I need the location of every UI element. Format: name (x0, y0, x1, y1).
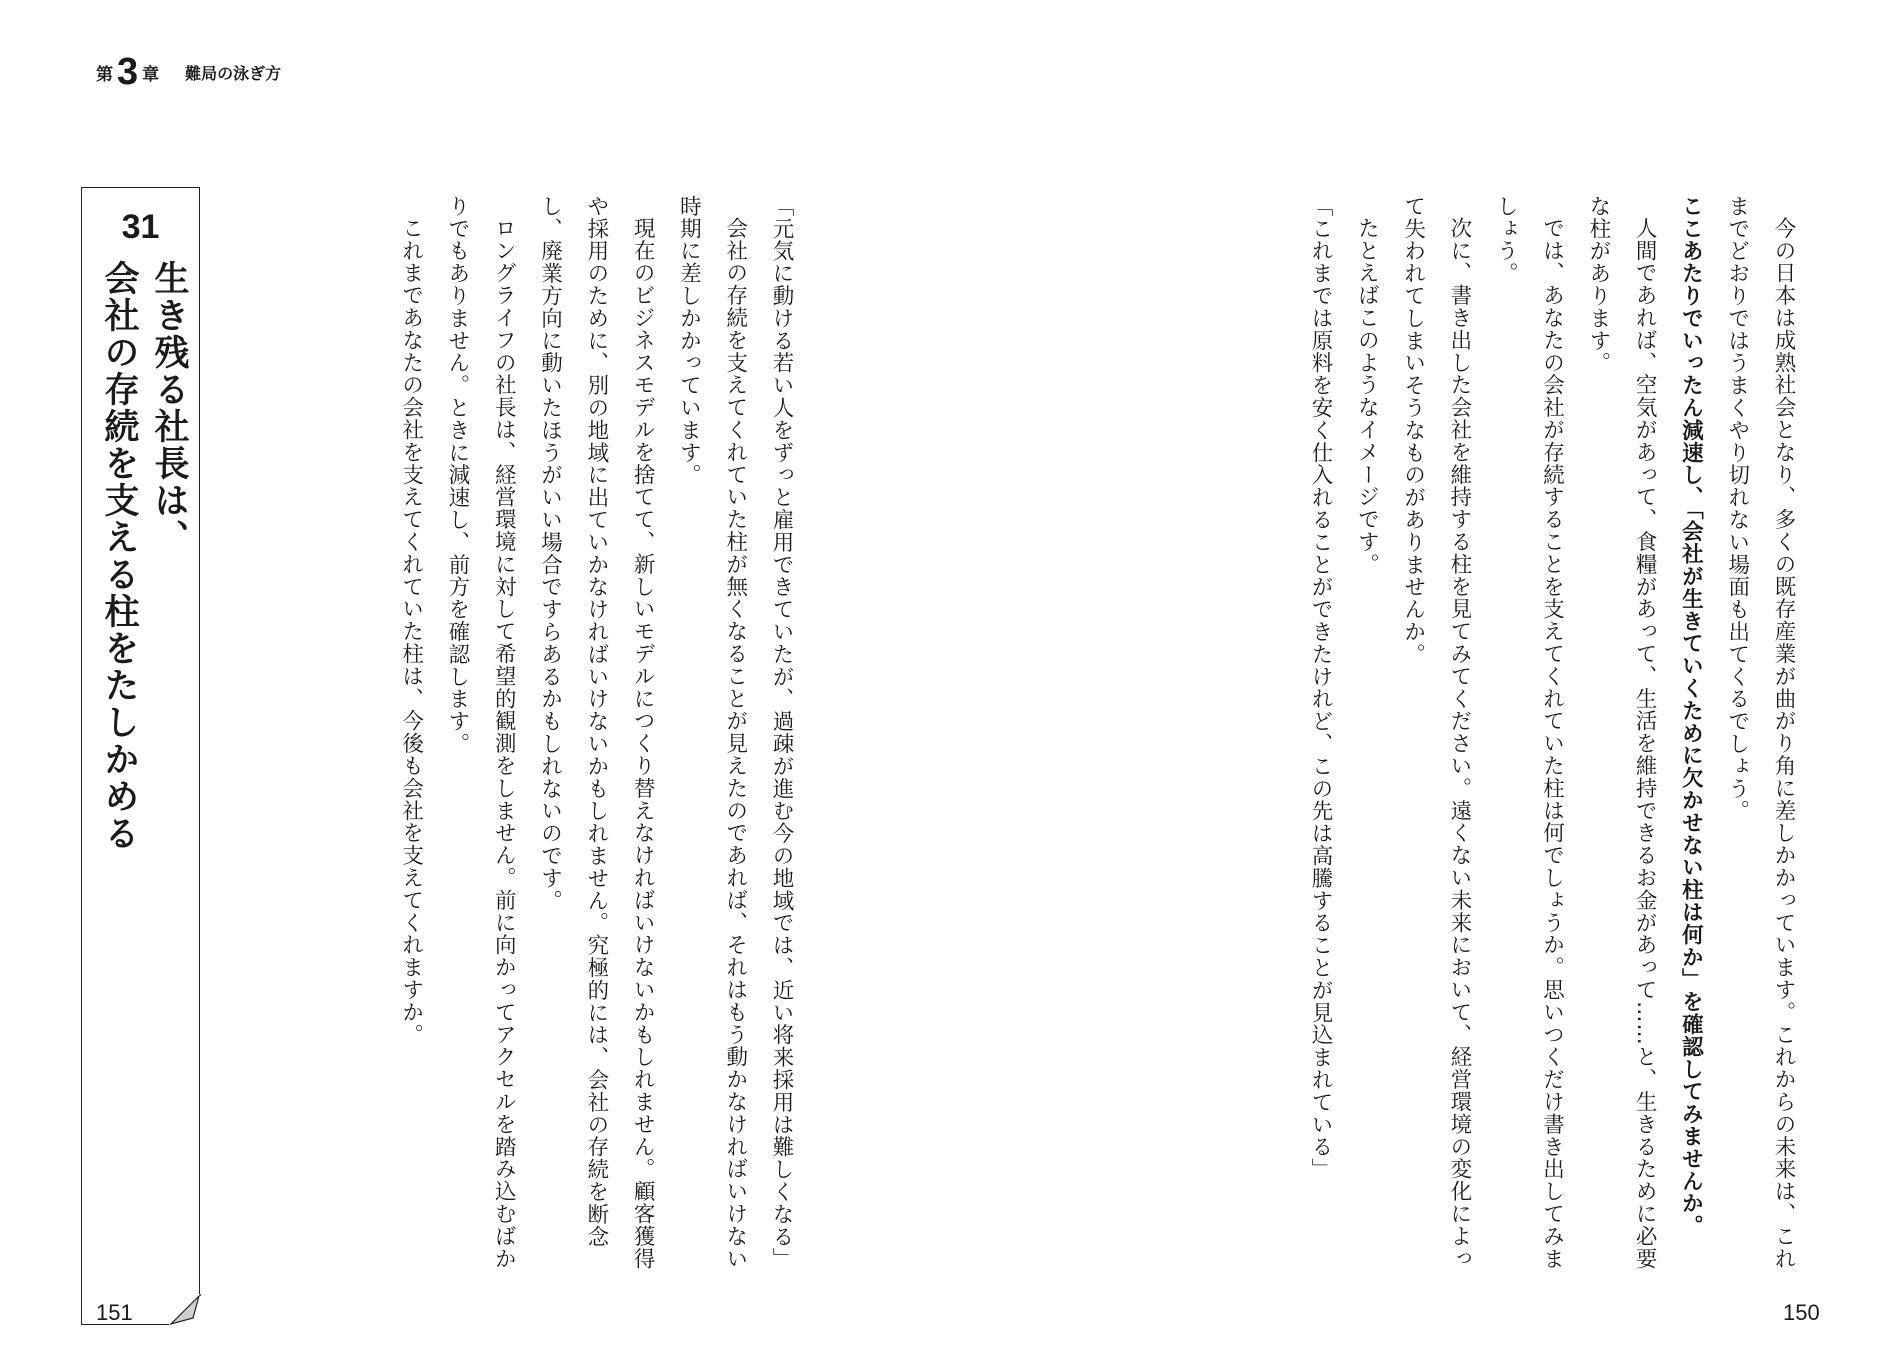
paragraph: これまであなたの会社を支えてくれていた柱は、今後も会社を支えてくれますか。 (398, 216, 424, 1046)
quote-paragraph: 「これまでは原料を安く仕入れることができたけれど、この先は高騰することが見込まれている」 (1308, 195, 1334, 1181)
quote-paragraph: 「元気に動ける若い人をずっと雇用できていたが、過疎が進む今の地域では、近い将来採用は難しくなる」 (769, 195, 794, 1271)
bold-paragraph: ここあたりでいったん減速し、「会社が生きていくために欠かせない柱は何か」を確認してみませんか。 (1678, 195, 1704, 1238)
right-page-body (1297, 195, 1806, 1275)
chapter-suffix: 章 (142, 64, 160, 85)
chapter-prefix: 第 (96, 64, 113, 85)
section-heading-box (81, 187, 200, 1325)
page-curl-corner (169, 1294, 201, 1326)
section-heading-line-2: 会社の存続を支える柱をたしかめる (99, 260, 139, 852)
paragraph: 会社の存続を支えてくれていた柱が無くなることが見えたのであれば、それはもう動かなければいけない時期に差しかかっています。 (676, 195, 748, 1270)
paragraph: では、あなたの会社が存続することを支えてくれていた柱は何でしょうか。思いつくだけ書き出してみましょう。 (1493, 195, 1565, 1270)
paragraph: たとえばこのようなイメージです。 (1354, 216, 1380, 575)
running-header (96, 52, 281, 92)
paragraph: ロングライフの社長は、経営環境に対して希望的観測をしません。前に向かってアクセルを踏み込むばかりでもありません。ときに減速し、前方を確認します。 (444, 195, 517, 1270)
page-number-left: 151 (96, 1300, 133, 1325)
section-number: 31 (121, 208, 160, 246)
paragraph: 次に、書き出した会社を維持する柱を見てみてください。遠くない未来において、経営環境の変化によって失われてしまいそうなものがありませんか。 (1400, 195, 1472, 1270)
paragraph: 人間であれば、空気があって、食糧があって、生活を維持できるお金があって……と、生きるために必要な柱があります。 (1585, 195, 1658, 1270)
chapter-number: 3 (117, 51, 139, 93)
left-page-body (387, 195, 804, 1275)
section-heading (94, 260, 194, 1060)
paragraph: 現在のビジネスモデルを捨てて、新しいモデルにつくり替えなければいけないかもしれません。顧客獲得や採用のために、別の地域に出ていかなければいけないかもしれません。究極的には、会社の存続を断念し、廃業方向に動いたほうがいい場合ですらあるかもしれないのです。 (537, 195, 656, 1270)
page-number-right: 150 (1783, 1300, 1820, 1325)
section-heading-line-1: 生き残る社長は、 (149, 260, 189, 556)
paragraph: 今の日本は成熟社会となり、多くの既存産業が曲がり角に差しかかっています。これからの未来は、これまでどおりではうまくやり切れない場面も出てくるでしょう。 (1724, 195, 1796, 1270)
chapter-title: 難局の泳ぎ方 (185, 63, 282, 83)
